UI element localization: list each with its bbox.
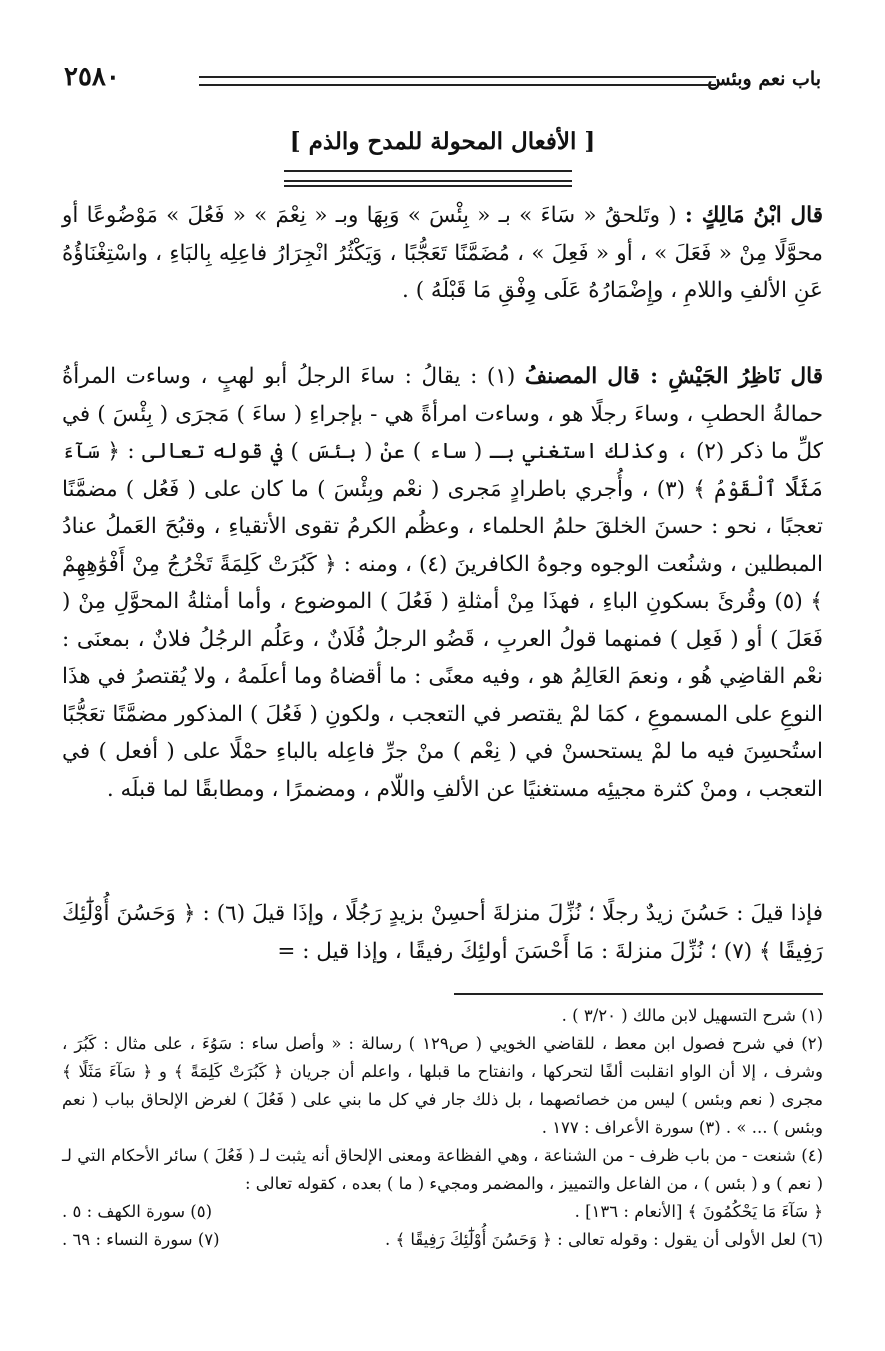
running-header (64, 62, 821, 102)
page-number: ٢٥٨٠ (64, 62, 120, 92)
title-underline-2 (284, 185, 572, 187)
paragraph-lead: قال نَاظِرُ الجَيْشِ : قال المصنفُ (524, 364, 823, 389)
footnote-2 (62, 1030, 823, 1142)
footnote-1: (١) شرح التسهيل لابن مالك ( ٣/٢٠ ) . (561, 1006, 823, 1025)
paragraph-text: (١) : يقالُ : ساءَ الرجلُ أبو لهبٍ ، وساءت المرأةُ حمالةُ الحطبِ ، وساءَ رجلًا هو ، وساءت امرأةً هي - بإجراءِ ( ساءَ ) مَجرَى ( بِئْسَ ) في كلِّ ما ذكر (٢) ، وكذلك استغني بـ ( ساء ) عنْ ( بئسَ ) في قوله تعالى : ﴿ سَآءَ مَثَلًا ٱلْقَوْمُ ﴾ (٣) ، وأُجري باطرادٍ مَجرى ( نعْم وبِئْسَ ) ما كان على ( فَعُل ) مضمَّنًا تعجبًا ، نحو : حسنَ الخلقَ حلمُ الحلماء ، وعظُم الكرمُ تقوى الأتقياءِ ، وقبُحَ العَملُ عنادُ المبطلين ، وشنُعت الوجوه وجوهُ الكافرينَ (٤) ، ومنه : ﴿ كَبُرَتْ كَلِمَةً تَخْرُجُ مِنْ أَفْوَٰهِهِمْ ﴾ (٥) وقُرئَ بسكونِ الباءِ ، فهذَا مِنْ أمثلةِ ( فَعُلَ ) الموضوع ، وأما أمثلةُ المحوَّلِ مِنْ ( فَعَلَ ) أو ( فَعِل ) فمنهما قولُ العربِ ، قَضُو الرجلُ فُلَانٌ ، وعَلُم الرجُلُ فلانٌ ، بمعنَى : نعْم القاضِي هُو ، ونعمَ العَالِمُ هو ، وفيه معنًى : ما أقضاهُ وما أعلَمهُ ، ولا يُقتصرُ في هذَا النوعِ على المسموعِ ، كمَا لمْ يقتصر في التعجب ، ولكونِ ( فَعُلَ ) المذكور مضمَّنًا تعَجُّبًا استُحسِنَ فيه ما لمْ يستحسنْ في ( نِعْم ) منْ جرِّ فاعِله بالباءِ حمْلًا على ( أفعل ) في التعجب ، ومنْ كثرة مجيئِه مستغنيًا عن الألفِ واللّام ، ومضمرًا ، ومطابقًا لما قبلَه . (62, 364, 823, 802)
footnote-5: (٥) سورة الكهف : ٥ . (62, 1202, 213, 1221)
footnote-4-quote: ﴿ سَآءَ مَا يَحْكُمُونَ ﴾ [الأنعام : ١٣٦] . (574, 1202, 823, 1221)
footnote-row (62, 1198, 823, 1226)
paragraph-text: فإذا قيلَ : حَسُنَ زيدٌ رجلًا ؛ نُزِّلَ منزلةَ أحسِنْ بزيدٍ رَجُلًا ، وإذَا قيلَ (٦) : ﴿ وَحَسُنَ أُوْلَٰٓئِكَ رَفِيقًا ﴾ (٧) ؛ نُزِّلَ منزلةَ : مَا أَحْسَنَ أولئِكَ رفيقًا ، وإذا قيل : = (62, 901, 824, 964)
paragraph-lead: قال ابْنُ مَالِكٍ : (684, 203, 823, 228)
section-title: [ الأفعال المحولة للمدح والذم ] (289, 128, 596, 155)
paragraph-text: ( وتَلحقُ « سَاءَ » بـ « بِئْسَ » وَبِهَا وبـ « نِعْمَ » « فَعُلَ » مَوْضُوعًا أو محوَّلًا مِنْ « فَعَلَ » ، أو « فَعِلَ » ، مُضَمَّنًا تَعَجُّبًا ، وَيَكْثُرُ انْجِرَارُ فاعِلِه بِالبَاءِ ، واسْتِغْنَاؤُهُ عَنِ الألفِ واللامِ ، وإِضْمَارُهُ عَلَى وِفْقِ مَا قَبْلَهُ ) . (62, 203, 823, 303)
footnote-row (62, 1226, 823, 1254)
footnote-4: (٤) شنعت - من باب ظرف - من الشناعة ، وهي الفظاعة ومعنى الإلحاق أنه يثبت لـ ( فَعُلَ ) سائر الأحكام التي لـ ( نعم ) و ( بئس ) ، من الفاعل والتمييز ، والمضمر ومجيء ( ما ) بعده ، كقوله تعالى : (62, 1146, 823, 1193)
paragraph-nazir-aljaysh (62, 358, 823, 808)
footnotes (62, 1002, 823, 1254)
footnote-6: (٦) لعل الأولى أن يقول : وقوله تعالى : ﴿ وَحَسُنَ أُوْلَٰٓئِكَ رَفِيقًا ﴾ . (385, 1230, 823, 1249)
header-rule (199, 76, 716, 86)
footnote-separator (454, 993, 823, 995)
footnote-7: (٧) سورة النساء : ٦٩ . (62, 1230, 220, 1249)
title-underline (284, 170, 572, 182)
footnote-text: (٢) في شرح فصول ابن معط ، للقاضي الخويي ( ص١٢٩ ) رسالة : « وأصل ساء : سَوُءَ ، على مثال : كَبُرَ ، وشرف ، إلا أن الواو انقلبت ألفًا لتحركها ، وانفتاح ما قبلها ، واعلم أن جريان ﴿ كَبُرَتْ كَلِمَةً ﴾ و ﴿ سَآءَ مَثَلًا ﴾ مجرى ( نعم وبئس ) ليس من خصائصهما ، بل ذلك جار في كل ما بني على ( فَعُلَ ) لغرض الإلحاق بباب ( نعم وبئس ) ... » . (62, 1034, 824, 1137)
footnote-3: (٣) سورة الأعراف : ١٧٧ . (541, 1118, 721, 1137)
paragraph-ibn-malik (62, 197, 823, 310)
chapter-title: باب نعم وبئس (707, 68, 821, 90)
paragraph-continuation (62, 895, 823, 970)
